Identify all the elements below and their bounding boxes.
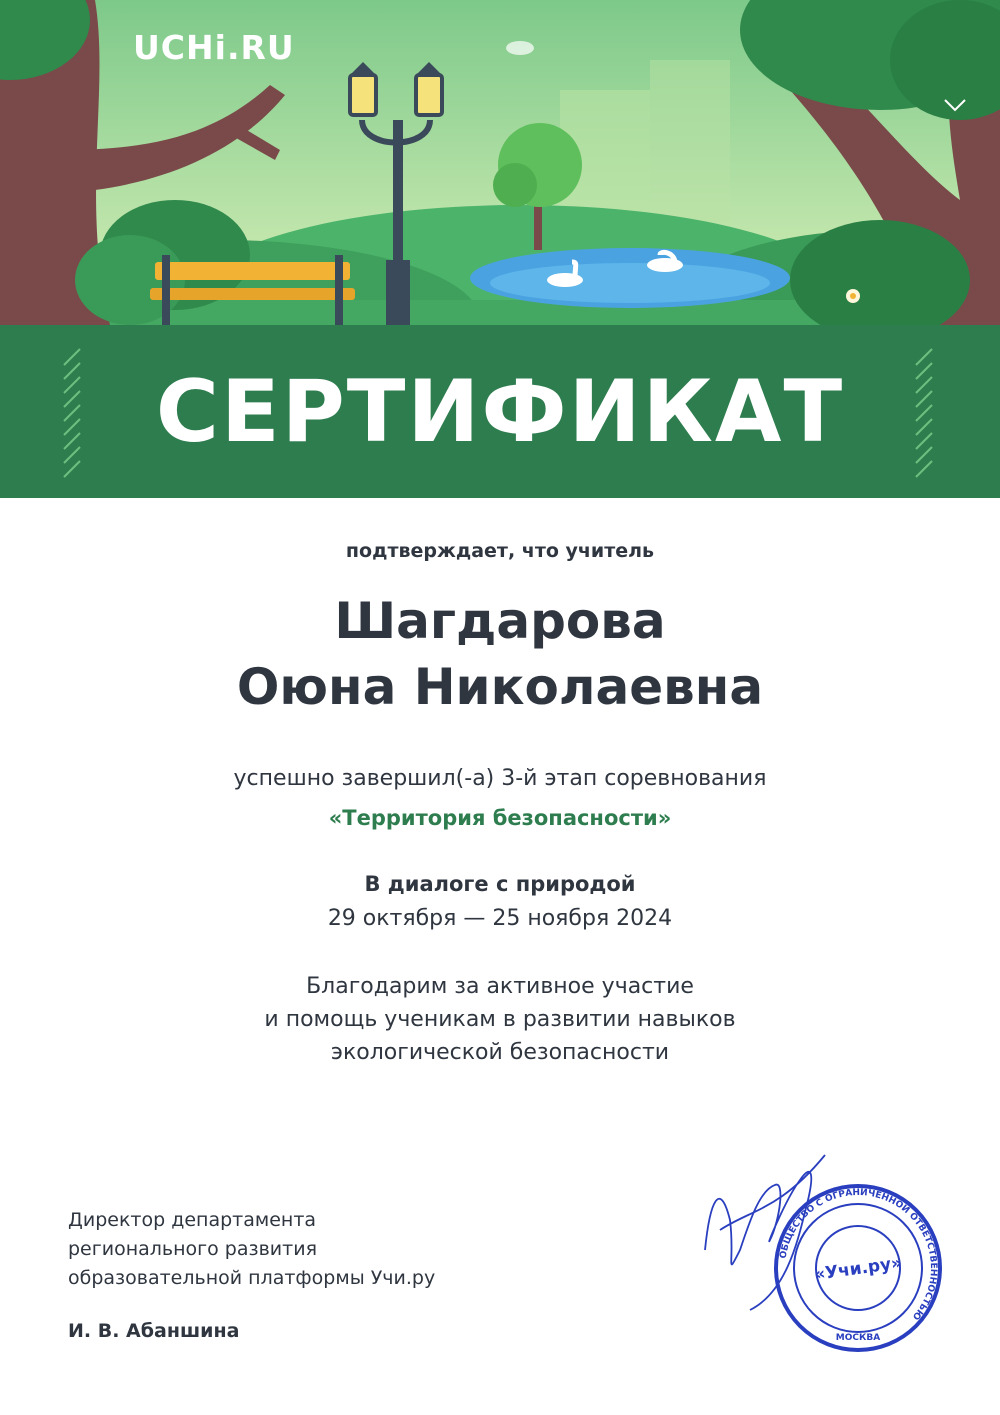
recipient-given-names: Оюна Николаевна xyxy=(236,658,764,716)
signer-name: И. В. Абаншина xyxy=(68,1320,240,1342)
certificate-title: СЕРТИФИКАТ xyxy=(155,361,845,462)
stamp-and-signature xyxy=(690,1140,950,1380)
stamp-city-text: МОСКВА xyxy=(835,1333,881,1343)
stamp-center-text: «Учи.ру» xyxy=(812,1252,904,1286)
official-stamp xyxy=(690,1140,950,1384)
recipient-surname: Шагдарова xyxy=(334,592,666,650)
uchi-logo: UCHi.RU xyxy=(133,28,295,67)
signer-position xyxy=(68,1206,435,1293)
thanks-line: экологической безопасности xyxy=(330,1040,670,1065)
thanks-line: и помощь ученикам в развитии навыков xyxy=(264,1007,736,1032)
thanks-text xyxy=(0,970,1000,1069)
stage-theme: В диалоге с природой xyxy=(364,872,636,896)
signer-position-line: Директор департамента xyxy=(68,1209,317,1231)
signer-position-line: образовательной платформы Учи.ру xyxy=(68,1267,436,1289)
recipient-name xyxy=(0,588,1000,720)
stamp-ring-text: ОБЩЕСТВО С ОГРАНИЧЕННОЙ ОТВЕТСТВЕННОСТЬЮ xyxy=(778,1187,939,1322)
stage-dates: 29 октября — 25 ноября 2024 xyxy=(327,906,673,931)
park-illustration xyxy=(0,0,1000,325)
confirm-text: подтверждает, что учитель xyxy=(345,540,655,562)
signer-position-line: регионального развития xyxy=(68,1238,318,1260)
certificate-banner xyxy=(0,325,1000,498)
competition-name: «Территория безопасности» xyxy=(328,806,672,830)
completion-text: успешно завершил(-а) 3-й этап соревнования xyxy=(233,766,767,791)
thanks-line: Благодарим за активное участие xyxy=(306,974,694,999)
handwritten-signature xyxy=(705,1155,825,1310)
